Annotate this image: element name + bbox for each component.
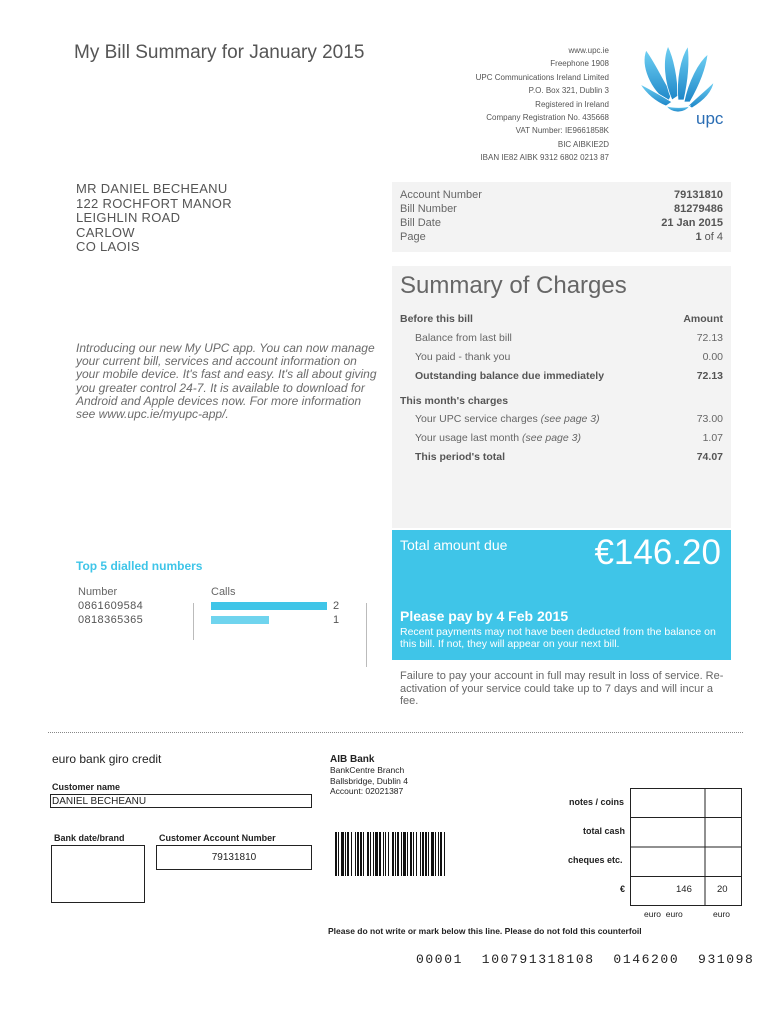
barcode-bar (370, 832, 371, 876)
barcode-bar (407, 832, 408, 876)
do-not-write-warning: Please do not write or mark below this line. Please do not fold this counterfoil (328, 926, 642, 936)
cent-amount-field[interactable]: 20 (717, 884, 728, 895)
customer-name-label: Customer name (52, 782, 121, 792)
top5-calls-bar (211, 616, 269, 624)
customer-account-label: Customer Account Number (159, 833, 276, 843)
chart-divider (366, 603, 367, 667)
barcode-bar (416, 832, 417, 876)
tear-line (48, 732, 743, 733)
page-of: of 4 (701, 231, 723, 243)
company-line: P.O. Box 321, Dublin 3 (528, 86, 609, 96)
top5-calls-bar (211, 602, 327, 610)
summary-title: Summary of Charges (400, 272, 627, 299)
company-line: BIC AIBKIE2D (557, 139, 609, 149)
balance-row (415, 332, 723, 344)
top5-title: Top 5 dialled numbers (76, 559, 203, 573)
cheques-label: cheques etc. (568, 855, 623, 865)
barcode-bar (355, 832, 356, 876)
page-title: My Bill Summary for January 2015 (74, 42, 365, 63)
company-line: Registered in Ireland (535, 99, 609, 109)
euro-amount-field[interactable]: 146 (676, 884, 692, 895)
barcode-bar (422, 832, 424, 876)
barcode-bar (438, 832, 439, 876)
euro-symbol: € (620, 884, 626, 894)
barcode-bar (360, 832, 362, 876)
top5-calls-header: Calls (211, 586, 236, 598)
top5-number: 0818365365 (78, 614, 144, 626)
app-promo-text: Introducing our new My UPC app. You can now manage your current bill, services and account information on your mobile device. It's fast and easy. It's all about giving you greater control 24-7. It is available to download for Android and Apple devices now. For more information see www.upc.ie/myupc-app/. (76, 341, 377, 422)
before-bill-header (400, 313, 723, 325)
outstanding-value: 72.13 (696, 370, 723, 382)
barcode-bar (351, 832, 352, 876)
usage-ref: (see page 3) (522, 432, 581, 444)
company-line: UPC Communications Ireland Limited (475, 72, 609, 82)
outstanding-label: Outstanding balance due immediately (415, 370, 605, 382)
upc-logo-text: upc (696, 109, 724, 128)
service-value: 73.00 (696, 413, 723, 425)
bank-address: Ballsbridge, Dublin 4 (330, 775, 408, 786)
account-number-label: Account Number (400, 189, 482, 201)
giro-title: euro bank giro credit (52, 752, 162, 766)
barcode-bar (335, 832, 337, 876)
barcode-bar (383, 832, 384, 876)
barcode-bar (367, 832, 369, 876)
barcode-bar (401, 832, 402, 876)
barcode-bar (388, 832, 389, 876)
balance-value: 72.13 (696, 332, 723, 344)
bill-date-value: 21 Jan 2015 (661, 217, 723, 229)
period-total-value: 74.07 (696, 451, 723, 463)
total-due-label: Total amount due (400, 537, 508, 553)
address-line: 122 ROCHFORT MANOR (76, 195, 232, 211)
page-row (400, 231, 723, 243)
barcode-bar (413, 832, 414, 876)
bank-details (330, 755, 408, 797)
barcode-bar (385, 832, 386, 876)
account-info-box (392, 182, 731, 252)
total-cash-label: total cash (583, 826, 626, 836)
company-line: Company Registration No. 435668 (486, 113, 609, 123)
failure-to-pay-note: Failure to pay your account in full may result in loss of service. Re-activation of your service could take up to 7 days and will incur a fee. (400, 670, 724, 707)
euro-column-labels: euro euro (644, 909, 683, 919)
upc-logo (632, 44, 742, 134)
customer-name-field[interactable]: DANIEL BECHEANU (50, 794, 312, 808)
bill-number-value: 81279486 (674, 203, 723, 215)
address-line: MR DANIEL BECHEANU (76, 181, 228, 196)
paid-label: You paid - thank you (415, 351, 511, 363)
bank-name: AIB Bank (330, 754, 375, 765)
bill-date-label: Bill Date (400, 217, 441, 229)
company-line: Freephone 1908 (550, 59, 609, 69)
bank-branch: BankCentre Branch (330, 765, 405, 776)
bank-date-label: Bank date/brand (54, 833, 125, 843)
page-value (695, 231, 723, 243)
barcode-bar (379, 832, 381, 876)
pay-by-date: Please pay by 4 Feb 2015 (400, 608, 569, 624)
barcode-bar (392, 832, 394, 876)
bank-account: Account: 02021387 (330, 786, 404, 797)
account-number-value: 79131810 (674, 189, 723, 201)
top5-calls-count: 1 (333, 614, 340, 626)
barcode-bar (338, 832, 339, 876)
barcode-bar (435, 832, 436, 876)
barcode-bar (341, 832, 344, 876)
top5-number: 0861609584 (78, 600, 144, 612)
company-line: www.upc.ie (568, 46, 609, 55)
barcode-bar (425, 832, 427, 876)
service-ref: (see page 3) (540, 413, 600, 425)
top5-calls-count: 2 (333, 600, 340, 612)
bill-date-row (400, 217, 723, 229)
bill-number-row (400, 203, 723, 215)
service-row (415, 413, 723, 425)
micr-line: 00001 100791318108 0146200 931098 (416, 952, 755, 967)
recent-payments-note: Recent payments may not have been deducted from the balance on this bill. If not, they will appear on your next bill. (400, 626, 716, 650)
euro-column-label-right: euro (713, 909, 731, 919)
period-total-label: This period's total (415, 451, 506, 463)
notes-coins-label: notes / coins (569, 797, 625, 807)
total-due-panel (392, 530, 731, 660)
account-number-row (400, 189, 723, 201)
company-line: VAT Number: IE9661858K (515, 126, 609, 136)
chart-divider (193, 603, 194, 640)
barcode-bar (347, 832, 349, 876)
usage-label: Your usage last month (415, 432, 520, 444)
summary-of-charges (392, 266, 731, 528)
customer-address (76, 182, 232, 255)
paid-row (415, 351, 723, 363)
top5-number-header: Number (78, 586, 118, 598)
amount-header: Amount (683, 313, 723, 325)
balance-label: Balance from last bill (415, 332, 512, 344)
barcode-bar (395, 832, 396, 876)
page-label: Page (400, 231, 426, 243)
barcode-bar (428, 832, 429, 876)
company-line: IBAN IE82 AIBK 9312 6802 0213 87 (480, 153, 609, 163)
service-label: Your UPC service charges (415, 413, 538, 425)
barcode-bar (440, 832, 442, 876)
bank-date-field[interactable] (51, 845, 145, 903)
outstanding-row (415, 370, 723, 382)
total-due-amount: €146.20 (594, 533, 721, 572)
barcode (335, 832, 518, 876)
usage-value: 1.07 (702, 432, 723, 444)
month-charges-label: This month's charges (400, 395, 509, 407)
bill-number-label: Bill Number (400, 203, 457, 215)
barcode-bar (397, 832, 399, 876)
barcode-bar (357, 832, 359, 876)
barcode-bar (431, 832, 434, 876)
amount-grid (630, 788, 742, 906)
usage-row (415, 432, 723, 444)
barcode-bar (363, 832, 364, 876)
barcode-bar (375, 832, 378, 876)
company-details (440, 44, 609, 165)
before-bill-label: Before this bill (400, 313, 473, 325)
address-line: CARLOW (76, 224, 135, 240)
paid-value: 0.00 (702, 351, 723, 363)
address-line: CO LAOIS (76, 239, 140, 255)
customer-account-field[interactable]: 79131810 (156, 845, 312, 870)
month-charges-header (400, 395, 723, 407)
barcode-bar (403, 832, 406, 876)
barcode-bar (410, 832, 412, 876)
barcode-bar (444, 832, 445, 876)
period-total-row (415, 451, 723, 463)
barcode-bar (345, 832, 346, 876)
page-current: 1 (695, 231, 702, 243)
barcode-bar (373, 832, 374, 876)
address-line: LEIGHLIN ROAD (76, 210, 181, 226)
barcode-bar (420, 832, 421, 876)
